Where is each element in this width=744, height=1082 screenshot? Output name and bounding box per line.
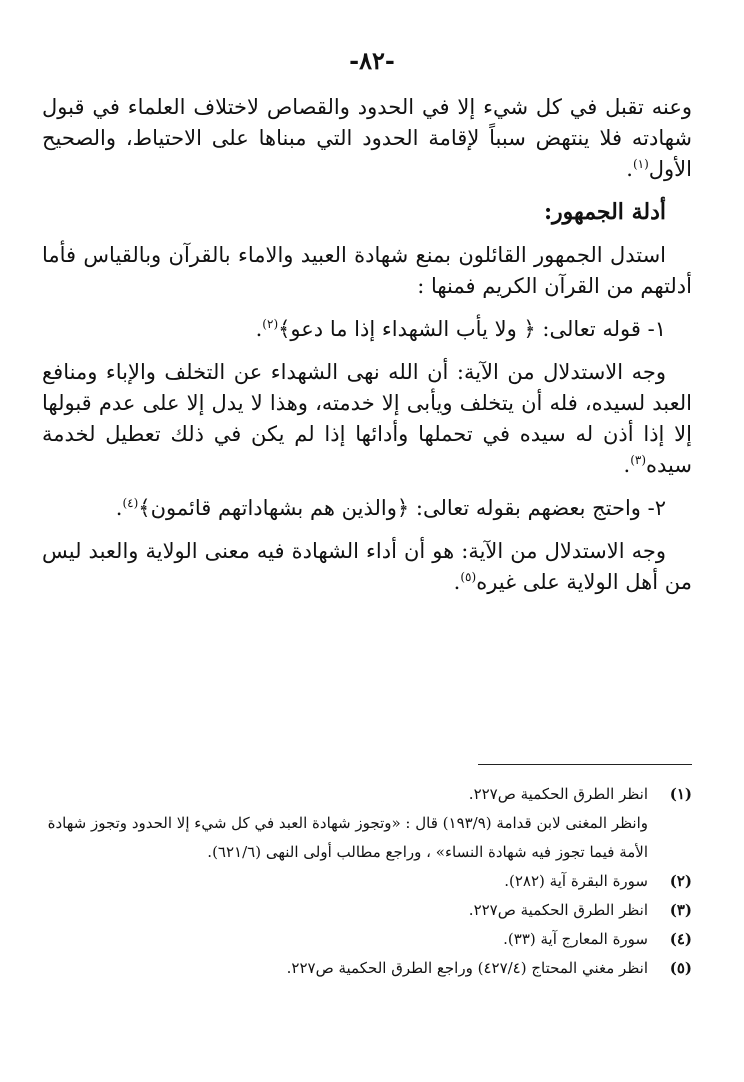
footnote-ref-4[interactable]: (٤) [122, 496, 139, 510]
footnote-text: سورة البقرة آية (٢٨٢). [504, 872, 648, 890]
footnote-text: انظر مغني المحتاج (٤٢٧/٤) وراجع الطرق الحكمية ص٢٢٧. [286, 959, 648, 977]
paragraph-4 [42, 357, 692, 481]
paragraph-3-end: . [255, 317, 263, 341]
paragraph-4-text: وجه الاستدلال من الآية: أن الله نهى الشهداء عن التخلف والإباء ومنافع العبد لسيده، فله أن يتخلف ويأبى إلا خدمته، وهذا لا يدل إلا على عدم قبولها إلا إذا أذن له سيده في تحملها وأدائها إذا لم يكن في ذلك تعطيل لخدمة سيده [42, 360, 692, 477]
paragraph-3-text: ١- قوله تعالى: ﴿ ولا يأب الشهداء إذا ما دعو﴾ [278, 317, 666, 341]
paragraph-5 [42, 493, 692, 524]
paragraph-5-text: ٢- واحتج بعضهم بقوله تعالى: ﴿والذين هم بشهاداتهم قائمون﴾ [138, 496, 666, 520]
footnotes [42, 780, 692, 983]
footnote-number: (١) [669, 785, 692, 803]
main-text [42, 92, 692, 610]
footnote-text: انظر الطرق الحكمية ص٢٢٧. [468, 901, 648, 919]
paragraph-4-end: . [623, 453, 631, 477]
footnote-text: سورة المعارج آية (٣٣). [503, 930, 648, 948]
section-heading: أدلة الجمهور: [543, 199, 666, 225]
footnote-number: (٣) [669, 901, 692, 919]
footnote-number: (٢) [669, 872, 692, 890]
paragraph-6 [42, 536, 692, 598]
footnote-3 [42, 896, 692, 925]
footnote-1-continuation: وانظر المغنى لابن قدامة (١٩٣/٩) قال : «وتجوز شهادة العبد في كل شيء إلا الحدود وتجوز شهادة الأمة فيما تجوز فيه شهادة النساء» ، وراجع مطالب أولى النهى (٦٢١/٦). [47, 814, 648, 861]
paragraph-6-end: . [453, 570, 461, 594]
paragraph-5-end: . [115, 496, 123, 520]
paragraph-1 [42, 92, 692, 185]
footnote-5 [42, 954, 692, 983]
paragraph-6-text: وجه الاستدلال من الآية: هو أن أداء الشهادة فيه معنى الولاية والعبد ليس من أهل الولاية على غيره [42, 539, 692, 594]
footnote-1 [42, 780, 692, 809]
footnote-2 [42, 867, 692, 896]
footnote-number: (٤) [669, 930, 692, 948]
footnote-number: (٥) [669, 959, 692, 977]
footnote-separator [478, 764, 692, 765]
footnote-4 [42, 925, 692, 954]
footnote-ref-1[interactable]: (١) [632, 157, 649, 171]
footnote-ref-2[interactable]: (٢) [262, 317, 279, 331]
footnote-text: انظر الطرق الحكمية ص٢٢٧. [468, 785, 648, 803]
paragraph-1-end: . [626, 157, 633, 181]
footnote-ref-3[interactable]: (٣) [630, 453, 647, 467]
page-number: -٨٢- [349, 46, 395, 75]
footnote-ref-5[interactable]: (٥) [460, 570, 477, 584]
paragraph-3 [42, 314, 692, 345]
paragraph-1-text: وعنه تقبل في كل شيء إلا في الحدود والقصاص لاختلاف العلماء في قبول شهادته فلا ينتهض سبباً لإقامة الحدود التي مبناها على الاحتياط، والصحيح الأول [42, 95, 692, 181]
paragraph-2: استدل الجمهور القائلون بمنع شهادة العبيد والاماء بالقرآن وبالقياس فأما أدلتهم من القرآن الكريم فمنها : [42, 243, 692, 298]
